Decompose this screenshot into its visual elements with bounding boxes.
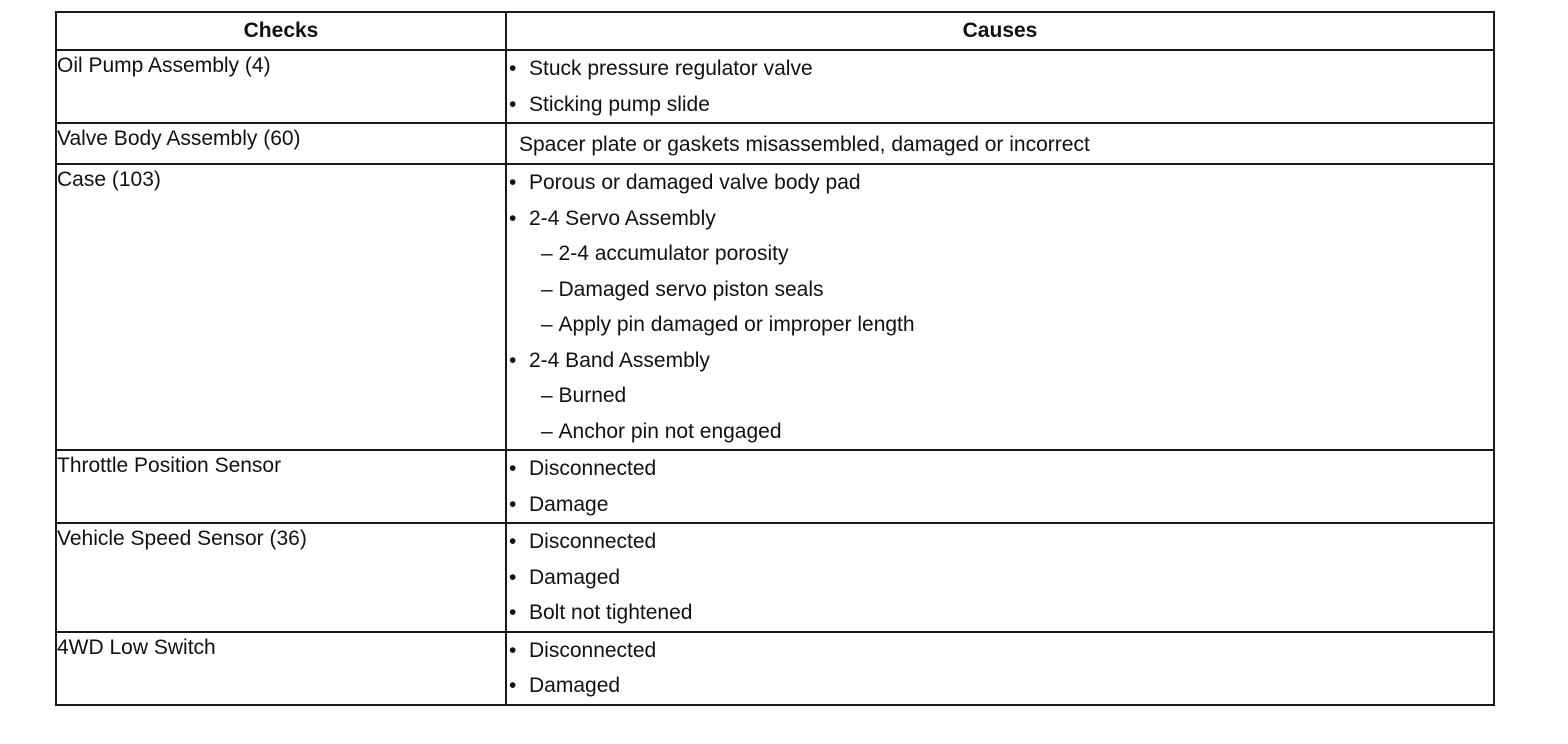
causes-cell	[506, 50, 1494, 123]
cause-text: Bolt not tightened	[529, 601, 693, 624]
cause-item	[507, 87, 1493, 123]
sub-cause-item	[541, 414, 1493, 450]
check-cell: Vehicle Speed Sensor (36)	[56, 523, 506, 632]
check-cell: 4WD Low Switch	[56, 632, 506, 705]
sub-cause-list	[529, 236, 1493, 343]
sub-cause-text: Apply pin damaged or improper length	[558, 313, 915, 336]
cause-item	[507, 595, 1493, 631]
cause-item	[507, 487, 1493, 523]
cause-item	[507, 560, 1493, 596]
cause-list	[507, 524, 1493, 631]
sub-cause-list	[529, 378, 1493, 449]
column-header-checks: Checks	[56, 12, 506, 50]
cause-text: Disconnected	[529, 457, 657, 480]
cause-item	[507, 524, 1493, 560]
cause-text: Damaged	[529, 674, 621, 697]
column-header-causes: Causes	[506, 12, 1494, 50]
cause-list	[507, 633, 1493, 704]
cause-text: 2-4 Servo Assembly	[529, 206, 716, 230]
causes-cell	[506, 523, 1494, 632]
cause-text: Porous or damaged valve body pad	[529, 171, 861, 194]
cause-item	[507, 668, 1493, 704]
cause-text: Stuck pressure regulator valve	[529, 57, 813, 80]
table-row	[56, 523, 1494, 632]
causes-cell: Spacer plate or gaskets misassembled, damaged or incorrect	[506, 123, 1494, 164]
cause-item	[507, 451, 1493, 487]
check-cell: Oil Pump Assembly (4)	[56, 50, 506, 123]
checks-causes-table	[55, 11, 1495, 706]
table-body	[56, 50, 1494, 705]
table-row	[56, 632, 1494, 705]
cause-item	[507, 165, 1493, 201]
table-row	[56, 450, 1494, 523]
cause-list	[507, 165, 1493, 449]
table-header-row	[56, 12, 1494, 50]
sub-cause-text: Anchor pin not engaged	[558, 419, 782, 443]
sub-cause-item	[541, 236, 1493, 272]
table-row	[56, 50, 1494, 123]
sub-cause-text: Damaged servo piston seals	[558, 277, 824, 301]
cause-text: Sticking pump slide	[529, 92, 710, 116]
table-row	[56, 164, 1494, 450]
sub-cause-group	[507, 378, 1493, 449]
cause-item	[507, 343, 1493, 379]
check-cell: Case (103)	[56, 164, 506, 450]
sub-cause-item	[541, 272, 1493, 308]
sub-cause-item	[541, 378, 1493, 414]
cause-text: Disconnected	[529, 530, 657, 553]
cause-text: Damage	[529, 492, 609, 516]
sub-cause-item	[541, 307, 1493, 343]
cause-item	[507, 201, 1493, 237]
cause-text: Disconnected	[529, 638, 657, 662]
sub-cause-group	[507, 236, 1493, 343]
cause-text: Damaged	[529, 565, 621, 589]
sub-cause-text: 2-4 accumulator porosity	[558, 242, 789, 265]
causes-cell	[506, 450, 1494, 523]
causes-cell	[506, 164, 1494, 450]
diagnosis-table-container	[55, 11, 1493, 706]
cause-item	[507, 51, 1493, 87]
cause-text: 2-4 Band Assembly	[529, 348, 710, 372]
cause-list	[507, 51, 1493, 122]
sub-cause-text: Burned	[558, 384, 627, 407]
causes-cell	[506, 632, 1494, 705]
cause-list	[507, 451, 1493, 522]
table-row	[56, 123, 1494, 164]
cause-item	[507, 633, 1493, 669]
check-cell: Throttle Position Sensor	[56, 450, 506, 523]
check-cell: Valve Body Assembly (60)	[56, 123, 506, 164]
